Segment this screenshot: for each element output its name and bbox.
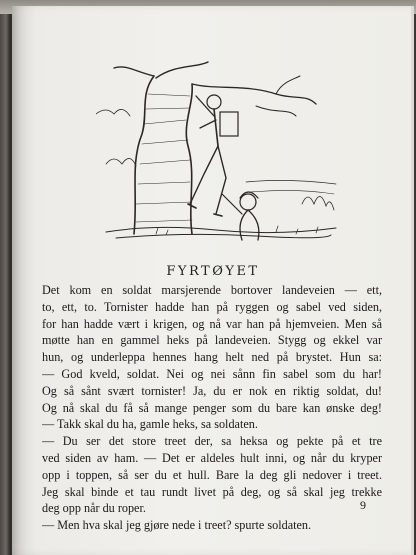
text-line: Det kom en soldat marsjerende bortover landeveien — ett,	[42, 283, 382, 297]
soldier-climbing-tree-icon	[96, 54, 346, 244]
text-line: — Du ser det store treet der, sa heksa og pekte på et tre	[42, 434, 382, 449]
text-line: hun, og underleppa hennes hang helt ned på brystet. Hun sa:	[42, 350, 382, 365]
text-line: Jeg skal binde et tau rundt livet på deg, og så skal jeg trekke	[42, 484, 382, 499]
text-line: møtte han en gammel heks på landeveien. Stygg og ekkel var	[42, 333, 382, 348]
text-line: Og så sånt svært tornister! Ja, du er nok en riktig soldat, du!	[42, 383, 382, 398]
page-edge	[411, 6, 414, 555]
text-line: for han hadde vært i krigen, og nå var han på hjemveien. Men så	[42, 316, 382, 331]
book-page	[12, 6, 414, 555]
chapter-title: FYRTØYET	[166, 264, 260, 279]
text-line: to, ett, to. Tornister hadde han på ryggen og sabel ved siden,	[42, 299, 382, 314]
text-line: — God kveld, soldat. Nei og nei sånn fin sabel som du har!	[42, 366, 382, 381]
text-line: — Men hva skal jeg gjøre nede i treet? spurte soldaten.	[42, 518, 312, 533]
text-line: deg opp når du roper.	[42, 501, 146, 516]
chapter-body-text	[42, 282, 382, 534]
text-line: Og nå skal du få så mange penger som du bare kan ønske deg!	[42, 400, 382, 415]
text-line: opp i toppen, så ser du et hull. Bare la deg gli nedover i treet.	[42, 467, 382, 482]
text-line: ved siden av ham. — Det er aldeles hult inni, og når du kryper	[42, 450, 382, 465]
text-line: — Takk skal du ha, gamle heks, sa soldaten.	[42, 417, 258, 432]
page-number: 9	[360, 498, 366, 512]
